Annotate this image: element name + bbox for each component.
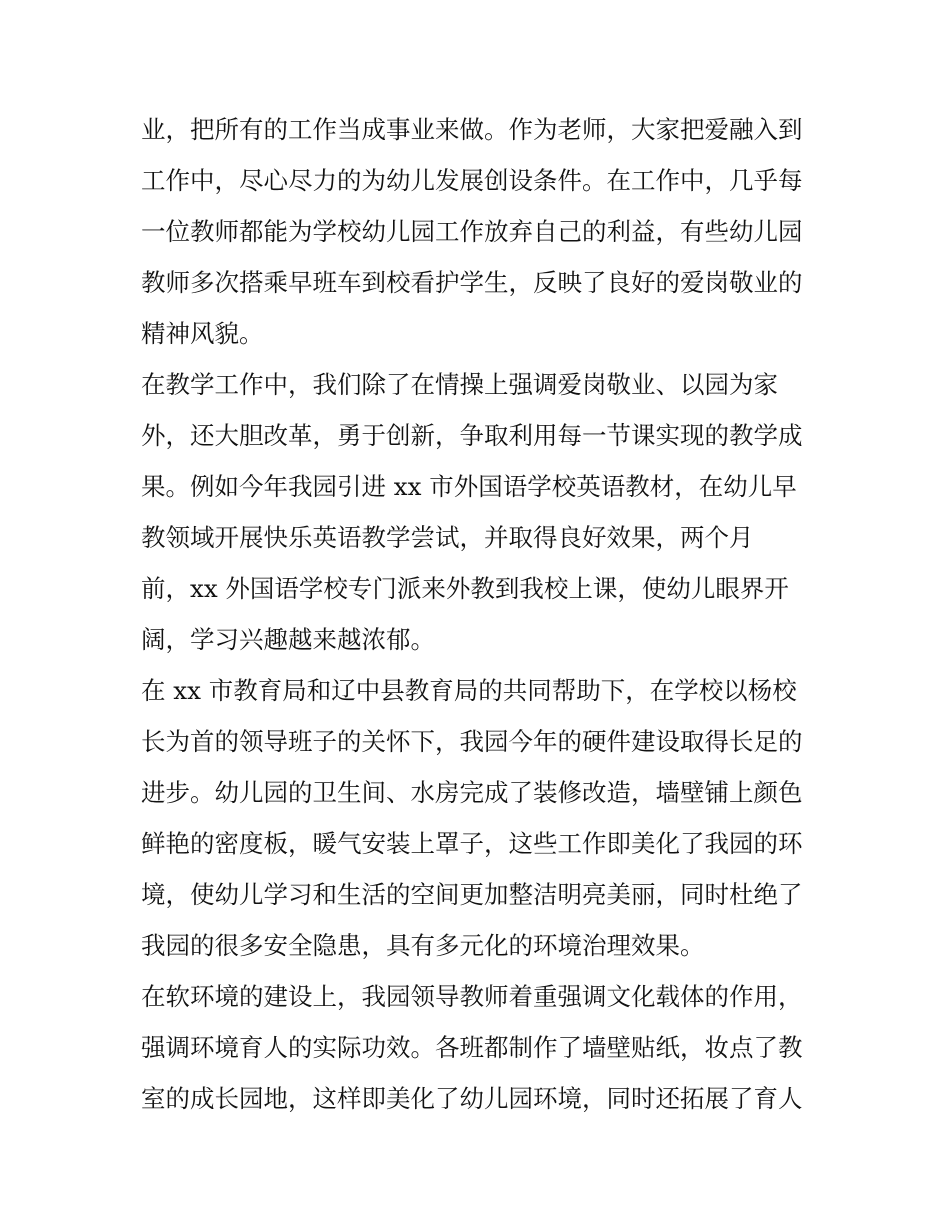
text-line: 教领域开展快乐英语教学尝试，并取得良好效果，两个月	[141, 523, 754, 552]
text-line: 业，把所有的工作当成事业来做。作为老师，大家把爱融入到	[141, 115, 803, 144]
text-line: 境，使幼儿学习和生活的空间更加整洁明亮美丽，同时杜绝了	[141, 880, 803, 909]
text-line: 阔，学习兴趣越来越浓郁。	[141, 625, 435, 654]
text-line: 鲜艳的密度板，暖气安装上罩子，这些工作即美化了我园的环	[141, 829, 803, 858]
text-line: 在软环境的建设上，我园领导教师着重强调文化载体的作用，	[141, 982, 803, 1011]
text-line: 教师多次搭乘早班车到校看护学生，反映了良好的爱岗敬业的	[141, 268, 803, 297]
text-line: 一位教师都能为学校幼儿园工作放弃自己的利益，有些幼儿园	[141, 217, 803, 246]
text-line: 前，xx 外国语学校专门派来外教到我校上课，使幼儿眼界开	[141, 574, 789, 603]
text-line: 在教学工作中，我们除了在情操上强调爱岗敬业、以园为家	[141, 370, 778, 399]
paragraph-4	[141, 971, 813, 1124]
text-line: 精神风貌。	[141, 319, 264, 348]
text-line: 进步。幼儿园的卫生间、水房完成了装修改造，墙壁铺上颜色	[141, 778, 803, 807]
document-body	[141, 104, 813, 1124]
text-line: 我园的很多安全隐患，具有多元化的环境治理效果。	[141, 931, 705, 960]
text-line: 长为首的领导班子的关怀下，我园今年的硬件建设取得长足的	[141, 727, 803, 756]
paragraph-3	[141, 665, 813, 971]
text-line: 工作中，尽心尽力的为幼儿发展创设条件。在工作中，几乎每	[141, 166, 803, 195]
text-line: 强调环境育人的实际功效。各班都制作了墙壁贴纸，妆点了教	[141, 1033, 803, 1062]
text-line: 果。例如今年我园引进 xx 市外国语学校英语教材，在幼儿早	[141, 472, 797, 501]
paragraph-1	[141, 104, 813, 359]
paragraph-2	[141, 359, 813, 665]
text-line: 在 xx 市教育局和辽中县教育局的共同帮助下，在学校以杨校	[141, 676, 797, 705]
text-line: 外，还大胆改革，勇于创新，争取利用每一节课实现的教学成	[141, 421, 803, 450]
text-line: 室的成长园地，这样即美化了幼儿园环境，同时还拓展了育人	[141, 1084, 803, 1113]
